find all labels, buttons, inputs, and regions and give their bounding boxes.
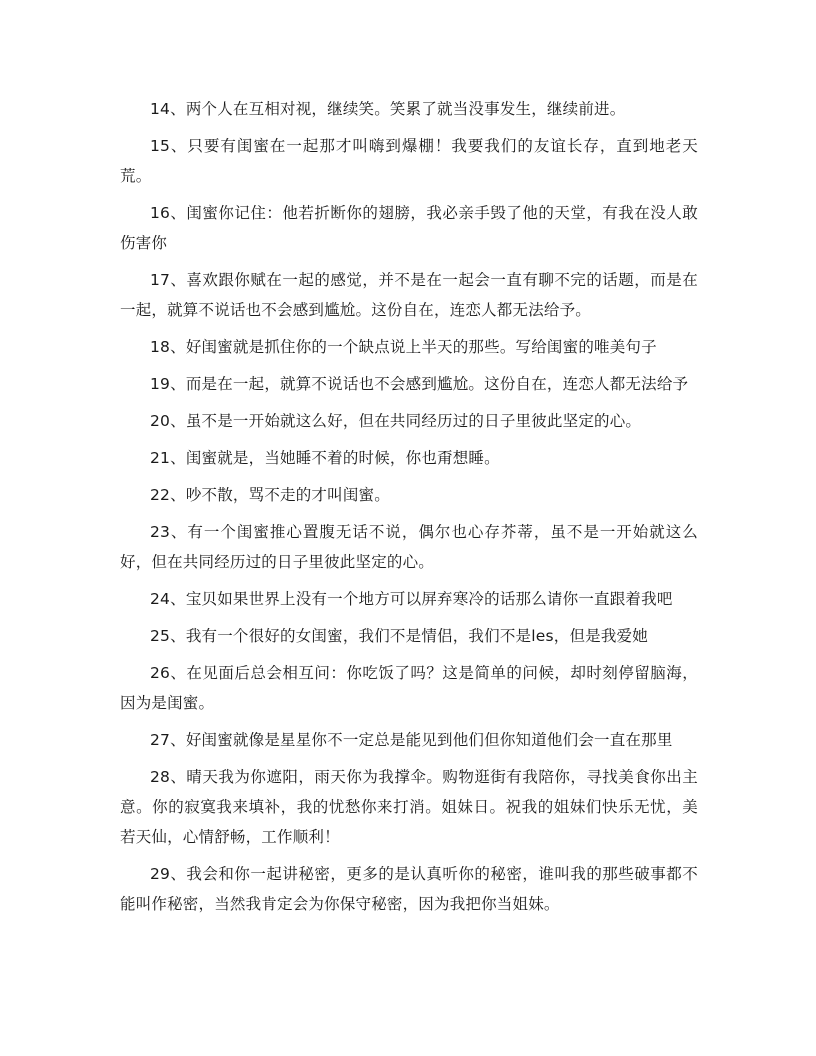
quote-item-19: 19、而是在一起，就算不说话也不会感到尴尬。这份自在，连恋人都无法给予 [150, 375, 689, 393]
quote-item-24: 24、宝贝如果世界上没有一个地方可以屏弃寒冷的话那么请你一直跟着我吧 [150, 590, 673, 608]
quote-item-22: 22、吵不散，骂不走的才叫闺蜜。 [150, 486, 390, 504]
quote-item-29: 29、我会和你一起讲秘密，更多的是认真听你的秘密，谁叫我的那些破事都不能叫作秘密，当然我肯定会为你保守秘密，因为我把你当姐妹。 [120, 865, 698, 913]
quote-list [120, 94, 698, 926]
quote-item-21: 21、闺蜜就是，当她睡不着的时候，你也甭想睡。 [150, 449, 500, 467]
quote-item-26: 26、在见面后总会相互问：你吃饭了吗？这是简单的问候，却时刻停留脑海，因为是闺蜜。 [120, 664, 698, 712]
quote-item-17: 17、喜欢跟你赋在一起的感觉，并不是在一起会一直有聊不完的话题，而是在一起，就算不说话也不会感到尴尬。这份自在，连恋人都无法给予。 [120, 271, 698, 319]
quote-item-14: 14、两个人在互相对视，继续笑。笑累了就当没事发生，继续前进。 [150, 100, 626, 118]
quote-item-18: 18、好闺蜜就是抓住你的一个缺点说上半天的那些。写给闺蜜的唯美句子 [150, 338, 657, 356]
quote-item-27: 27、好闺蜜就像是星星你不一定总是能见到他们但你知道他们会一直在那里 [150, 731, 673, 749]
quote-item-15: 15、只要有闺蜜在一起那才叫嗨到爆棚！我要我们的友谊长存，直到地老天荒。 [120, 137, 698, 185]
quote-item-20: 20、虽不是一开始就这么好，但在共同经历过的日子里彼此坚定的心。 [150, 412, 642, 430]
quote-item-16: 16、闺蜜你记住：他若折断你的翅膀，我必亲手毁了他的天堂，有我在没人敢伤害你 [120, 204, 698, 252]
quote-item-23: 23、有一个闺蜜推心置腹无话不说，偶尔也心存芥蒂，虽不是一开始就这么好，但在共同经历过的日子里彼此坚定的心。 [120, 523, 698, 571]
quote-item-25: 25、我有一个很好的女闺蜜，我们不是情侣，我们不是les，但是我爱她 [150, 627, 648, 645]
quote-item-28: 28、晴天我为你遮阳，雨天你为我撑伞。购物逛街有我陪你，寻找美食你出主意。你的寂寞我来填补，我的忧愁你来打消。姐妹日。祝我的姐妹们快乐无忧，美若天仙，心情舒畅，工作顺利！ [120, 768, 698, 846]
